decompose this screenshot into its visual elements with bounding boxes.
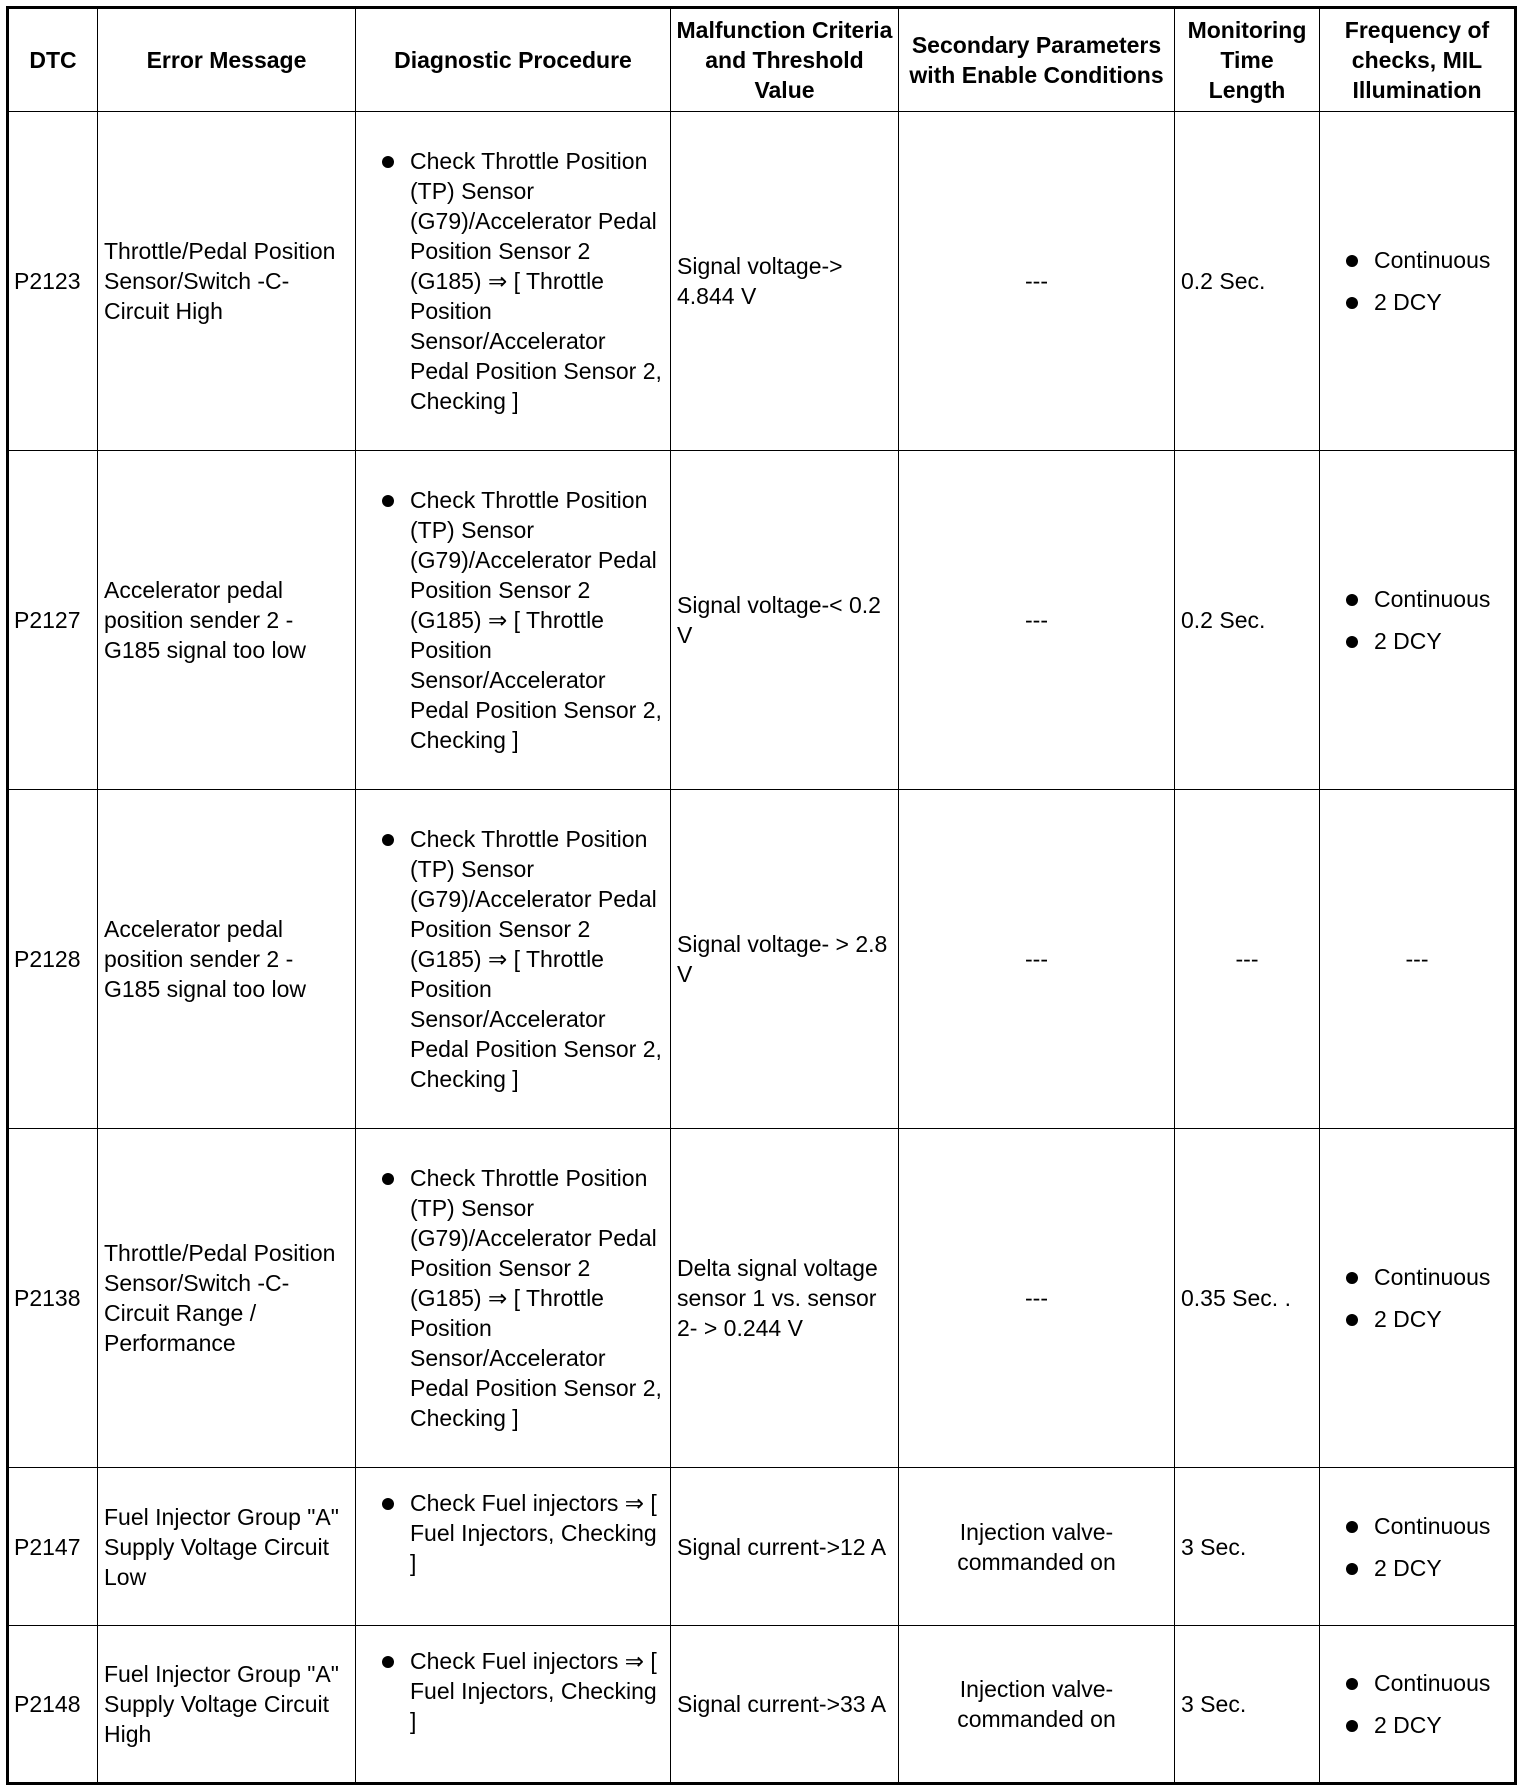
diagnostic-procedure bbox=[356, 112, 671, 451]
diagnostic-procedure bbox=[356, 451, 671, 790]
dtc-code: P2127 bbox=[8, 451, 98, 790]
diagnostic-procedure bbox=[356, 1626, 671, 1784]
error-message: Fuel Injector Group "A" Supply Voltage Circuit Low bbox=[98, 1468, 356, 1626]
error-message: Fuel Injector Group "A" Supply Voltage Circuit High bbox=[98, 1626, 356, 1784]
error-message: Accelerator pedal position sender 2 -G185 signal too low bbox=[98, 451, 356, 790]
frequency-item: Continuous bbox=[1326, 245, 1508, 275]
frequency-item: 2 DCY bbox=[1326, 626, 1508, 656]
table-row bbox=[8, 112, 1516, 451]
dtc-code: P2138 bbox=[8, 1129, 98, 1468]
table-row bbox=[8, 790, 1516, 1129]
secondary-parameters: --- bbox=[899, 451, 1175, 790]
monitoring-time: 3 Sec. bbox=[1175, 1626, 1320, 1784]
header-diagnostic-procedure: Diagnostic Procedure bbox=[356, 8, 671, 112]
table-row bbox=[8, 451, 1516, 790]
frequency-item: 2 DCY bbox=[1326, 1304, 1508, 1334]
header-error-message: Error Message bbox=[98, 8, 356, 112]
header-malfunction-criteria: Malfunction Criteria and Threshold Value bbox=[671, 8, 899, 112]
malfunction-criteria: Signal voltage-< 0.2 V bbox=[671, 451, 899, 790]
dtc-table bbox=[6, 6, 1517, 1785]
frequency-item: 2 DCY bbox=[1326, 1553, 1508, 1583]
frequency-cell: --- bbox=[1320, 790, 1516, 1129]
malfunction-criteria: Delta signal voltage sensor 1 vs. sensor 2- > 0.244 V bbox=[671, 1129, 899, 1468]
frequency-item: Continuous bbox=[1326, 1511, 1508, 1541]
malfunction-criteria: Signal voltage-> 4.844 V bbox=[671, 112, 899, 451]
secondary-parameters: --- bbox=[899, 790, 1175, 1129]
malfunction-criteria: Signal voltage- > 2.8 V bbox=[671, 790, 899, 1129]
malfunction-criteria: Signal current->33 A bbox=[671, 1626, 899, 1784]
frequency-cell bbox=[1320, 1129, 1516, 1468]
header-monitoring-time: Monitoring Time Length bbox=[1175, 8, 1320, 112]
diagnostic-procedure bbox=[356, 1468, 671, 1626]
frequency-item: Continuous bbox=[1326, 584, 1508, 614]
monitoring-time: 0.35 Sec. . bbox=[1175, 1129, 1320, 1468]
procedure-item: Check Fuel injectors ⇒ [ Fuel Injectors, Checking ] bbox=[362, 1646, 664, 1736]
frequency-item: 2 DCY bbox=[1326, 1710, 1508, 1740]
secondary-parameters: --- bbox=[899, 1129, 1175, 1468]
monitoring-time: --- bbox=[1175, 790, 1320, 1129]
malfunction-criteria: Signal current->12 A bbox=[671, 1468, 899, 1626]
procedure-item: Check Throttle Position (TP) Sensor (G79)/Accelerator Pedal Position Sensor 2 (G185) ⇒ [ Throttle Position Sensor/Accelerator Pedal Position Sensor 2, Checking ] bbox=[362, 824, 664, 1094]
table-row bbox=[8, 1129, 1516, 1468]
secondary-parameters: Injection valve-commanded on bbox=[899, 1468, 1175, 1626]
table-row bbox=[8, 1468, 1516, 1626]
table-row bbox=[8, 1626, 1516, 1784]
monitoring-time: 0.2 Sec. bbox=[1175, 112, 1320, 451]
diagnostic-procedure bbox=[356, 790, 671, 1129]
header-row bbox=[8, 8, 1516, 112]
secondary-parameters: Injection valve-commanded on bbox=[899, 1626, 1175, 1784]
monitoring-time: 3 Sec. bbox=[1175, 1468, 1320, 1626]
dtc-code: P2147 bbox=[8, 1468, 98, 1626]
error-message: Throttle/Pedal Position Sensor/Switch -C- Circuit Range / Performance bbox=[98, 1129, 356, 1468]
error-message: Accelerator pedal position sender 2 - G185 signal too low bbox=[98, 790, 356, 1129]
frequency-cell bbox=[1320, 451, 1516, 790]
frequency-item: Continuous bbox=[1326, 1668, 1508, 1698]
header-frequency: Frequency of checks, MIL Illumination bbox=[1320, 8, 1516, 112]
procedure-item: Check Throttle Position (TP) Sensor (G79)/Accelerator Pedal Position Sensor 2 (G185) ⇒ [ Throttle Position Sensor/Accelerator Pedal Position Sensor 2, Checking ] bbox=[362, 485, 664, 755]
header-dtc: DTC bbox=[8, 8, 98, 112]
procedure-item: Check Fuel injectors ⇒ [ Fuel Injectors, Checking ] bbox=[362, 1488, 664, 1578]
diagnostic-procedure bbox=[356, 1129, 671, 1468]
dtc-code: P2148 bbox=[8, 1626, 98, 1784]
frequency-cell bbox=[1320, 1626, 1516, 1784]
secondary-parameters: --- bbox=[899, 112, 1175, 451]
error-message: Throttle/Pedal Position Sensor/Switch -C- Circuit High bbox=[98, 112, 356, 451]
procedure-item: Check Throttle Position (TP) Sensor (G79)/Accelerator Pedal Position Sensor 2 (G185) ⇒ [ Throttle Position Sensor/Accelerator Pedal Position Sensor 2, Checking ] bbox=[362, 1163, 664, 1433]
header-secondary-parameters: Secondary Parameters with Enable Conditions bbox=[899, 8, 1175, 112]
procedure-item: Check Throttle Position (TP) Sensor (G79)/Accelerator Pedal Position Sensor 2 (G185) ⇒ [ Throttle Position Sensor/Accelerator Pedal Position Sensor 2, Checking ] bbox=[362, 146, 664, 416]
dtc-code: P2128 bbox=[8, 790, 98, 1129]
frequency-item: Continuous bbox=[1326, 1262, 1508, 1292]
dtc-code: P2123 bbox=[8, 112, 98, 451]
frequency-cell bbox=[1320, 112, 1516, 451]
frequency-item: 2 DCY bbox=[1326, 287, 1508, 317]
monitoring-time: 0.2 Sec. bbox=[1175, 451, 1320, 790]
frequency-cell bbox=[1320, 1468, 1516, 1626]
